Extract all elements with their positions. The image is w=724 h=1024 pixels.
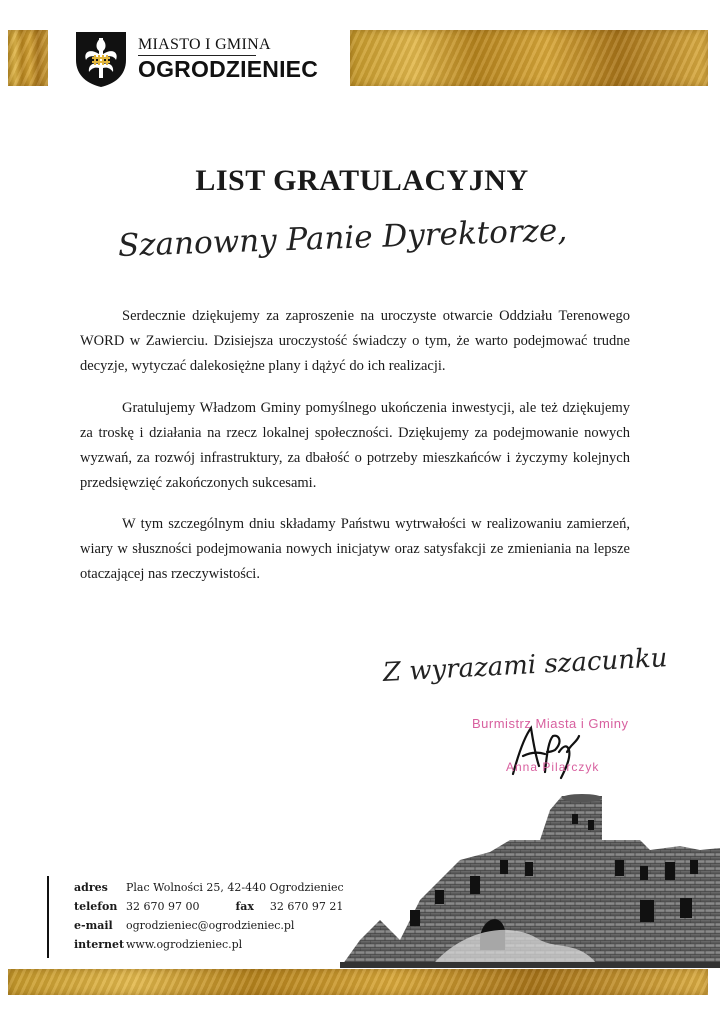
fax-value: 32 670 97 21 (269, 900, 344, 913)
contact-address-row (74, 878, 344, 897)
header-city-label: MIASTO I GMINA (138, 36, 271, 53)
phone-label: telefon (74, 900, 118, 913)
coat-of-arms-shield-icon (74, 30, 128, 88)
address-value: Plac Wolności 25, 42-440 Ogrodzieniec (126, 881, 344, 894)
handwritten-salutation: Szanowny Panie Dyrektorze, (117, 212, 568, 264)
stamp-name: Anna Pilarczyk (506, 760, 600, 774)
contact-email-row (74, 916, 344, 935)
web-value: www.ogrodzieniec.pl (126, 938, 243, 951)
page-title: LIST GRATULACYJNY (195, 164, 529, 197)
letter-paragraph-2: Gratulujemy Władzom Gminy pomyślnego ukończenia inwestycji, ale też dziękujemy za troskę i działania na rzecz lokalnej społeczności. Dziękujemy za podejmowanie nowych wyzwań, za rozwój infrastruktury, za dbałość o potrzeby mieszkańców i życzymy kolejnych przedsięwzięć zakończonych sukcesami. (80, 400, 630, 491)
contact-block (74, 878, 344, 954)
letter-paragraph-1: Serdecznie dziękujemy za zaproszenie na uroczyste otwarcie Oddziału Terenowego WORD w Zawierciu. Dzisiejsza uroczystość świadczy o tym, że warto podejmować trudne decyzje, wytyczać dalekosiężne plany i dążyć do ich realizacji. (80, 308, 630, 374)
castle-ruins-illustration (340, 790, 720, 968)
email-label: e-mail (74, 919, 113, 932)
fax-label: fax (235, 900, 254, 913)
gold-band-top-right (350, 30, 708, 86)
handwritten-closing: Z wyrazami szacunku (382, 643, 669, 688)
contact-divider (47, 876, 49, 958)
gold-band-top-left (8, 30, 48, 86)
header-city-name: OGRODZIENIEC (138, 56, 319, 82)
address-label: adres (74, 881, 108, 894)
email-value: ogrodzieniec@ogrodzieniec.pl (126, 919, 295, 932)
contact-web-row (74, 935, 344, 954)
letter-paragraph-3: W tym szczególnym dniu składamy Państwu wytrwałości w realizowaniu zamierzeń, wiary w słuszności podejmowania nowych inicjatyw oraz satysfakcji ze zmieniania na lepsze otaczającej nas rzeczywistości. (80, 516, 630, 582)
phone-value: 32 670 97 00 (126, 900, 200, 913)
web-label: internet (74, 938, 125, 951)
stamp-title: Burmistrz Miasta i Gminy (472, 716, 629, 731)
gold-band-bottom (8, 969, 708, 995)
contact-phone-row (74, 897, 344, 916)
